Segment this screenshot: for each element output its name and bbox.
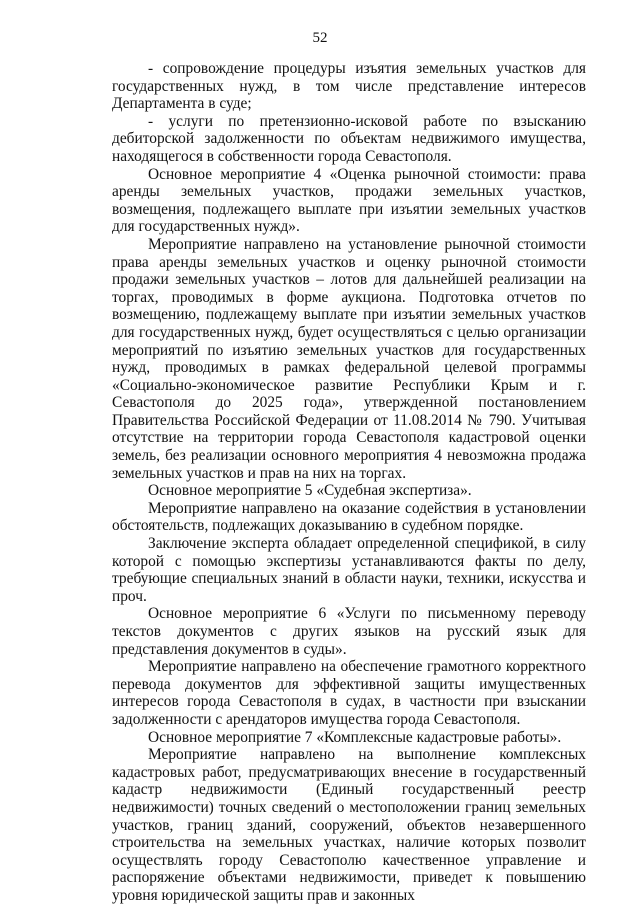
paragraph-activity-7-title: Основное мероприятие 7 «Комплексные кадастровые работы». (148, 728, 562, 746)
paragraph-activity-4-description: Мероприятие направлено на установление рыночной стоимости права аренды земельных участков и оценку рыночной стоимости продажи земельных участков – лотов для дальнейшей реализации на торгах, проводимых в форме аукциона. Подготовка отчетов по возмещению, подлежащему выплате при изъятии земельных участков для государственных нужд, будет осуществляться с целью организации мероприятий по изъятию земельных участков для государственных нужд, проводимых в рамках федеральной целевой программы «Социально-экономическое развитие Республики Крым и г. Севастополя до 2025 года», утвержденной постановлением Правительства Российской Федерации от 11.08.2014 № 790. Учитывая отсутствие на территории города Севастополя кадастровой оценки земель, без реализации основного мероприятия 4 невозможна продажа земельных участков и прав на них на торгах. (112, 235, 586, 482)
paragraph-expert-conclusion: Заключение эксперта обладает определенной спецификой, в силу которой с помощью экспертизы устанавливаются факты по делу, требующие специальных знаний в области науки, техники, искусства и проч. (112, 535, 586, 605)
paragraph-debt-claims: - услуги по претензионно-исковой работе по взысканию дебиторской задолженности по объектам недвижимого имущества, находящегося в собственности города Севастополя. (112, 112, 586, 165)
paragraph-activity-6-title: Основное мероприятие 6 «Услуги по письменному переводу текстов документов с других языков на русский язык для представления документов в суды». (112, 605, 586, 658)
paragraph-activity-4-title: Основное мероприятие 4 «Оценка рыночной стоимости: права аренды земельных участков, продажи земельных участков, возмещения, подлежащего выплате при изъятии земельных участков для государственных нужд». (112, 165, 586, 236)
page-number: 52 (312, 30, 328, 46)
paragraph-seizure-support: - сопровождение процедуры изъятия земельных участков для государственных нужд, в том числе представление интересов Департамента в суде; (112, 60, 586, 113)
paragraph-activity-6-description: Мероприятие направлено на обеспечение грамотного корректного перевода документов для эффективной защиты имущественных интересов города Севастополя в судах, в частности при взыскании задолженности с арендаторов имущества города Севастополя. (112, 658, 586, 728)
paragraph-activity-5-description: Мероприятие направлено на оказание содействия в установлении обстоятельств, подлежащих доказыванию в судебном порядке. (112, 499, 586, 535)
paragraph-activity-7-description: Мероприятие направлено на выполнение комплексных кадастровых работ, предусматривающих внесение в государственный кадастр недвижимости (Единый государственный реестр недвижимости) точных сведений о местоположении границ земельных участков, границ зданий, сооружений, объектов незавершенного строительства на земельных участках, наличие которых позволит осуществлять городу Севастополю качественное управление и распоряжение объектами недвижимости, приведет к повышению уровня юридической защиты прав и законных (112, 746, 586, 904)
paragraph-activity-5-title: Основное мероприятие 5 «Судебная экспертиза». (148, 482, 472, 500)
document-body (112, 60, 586, 905)
